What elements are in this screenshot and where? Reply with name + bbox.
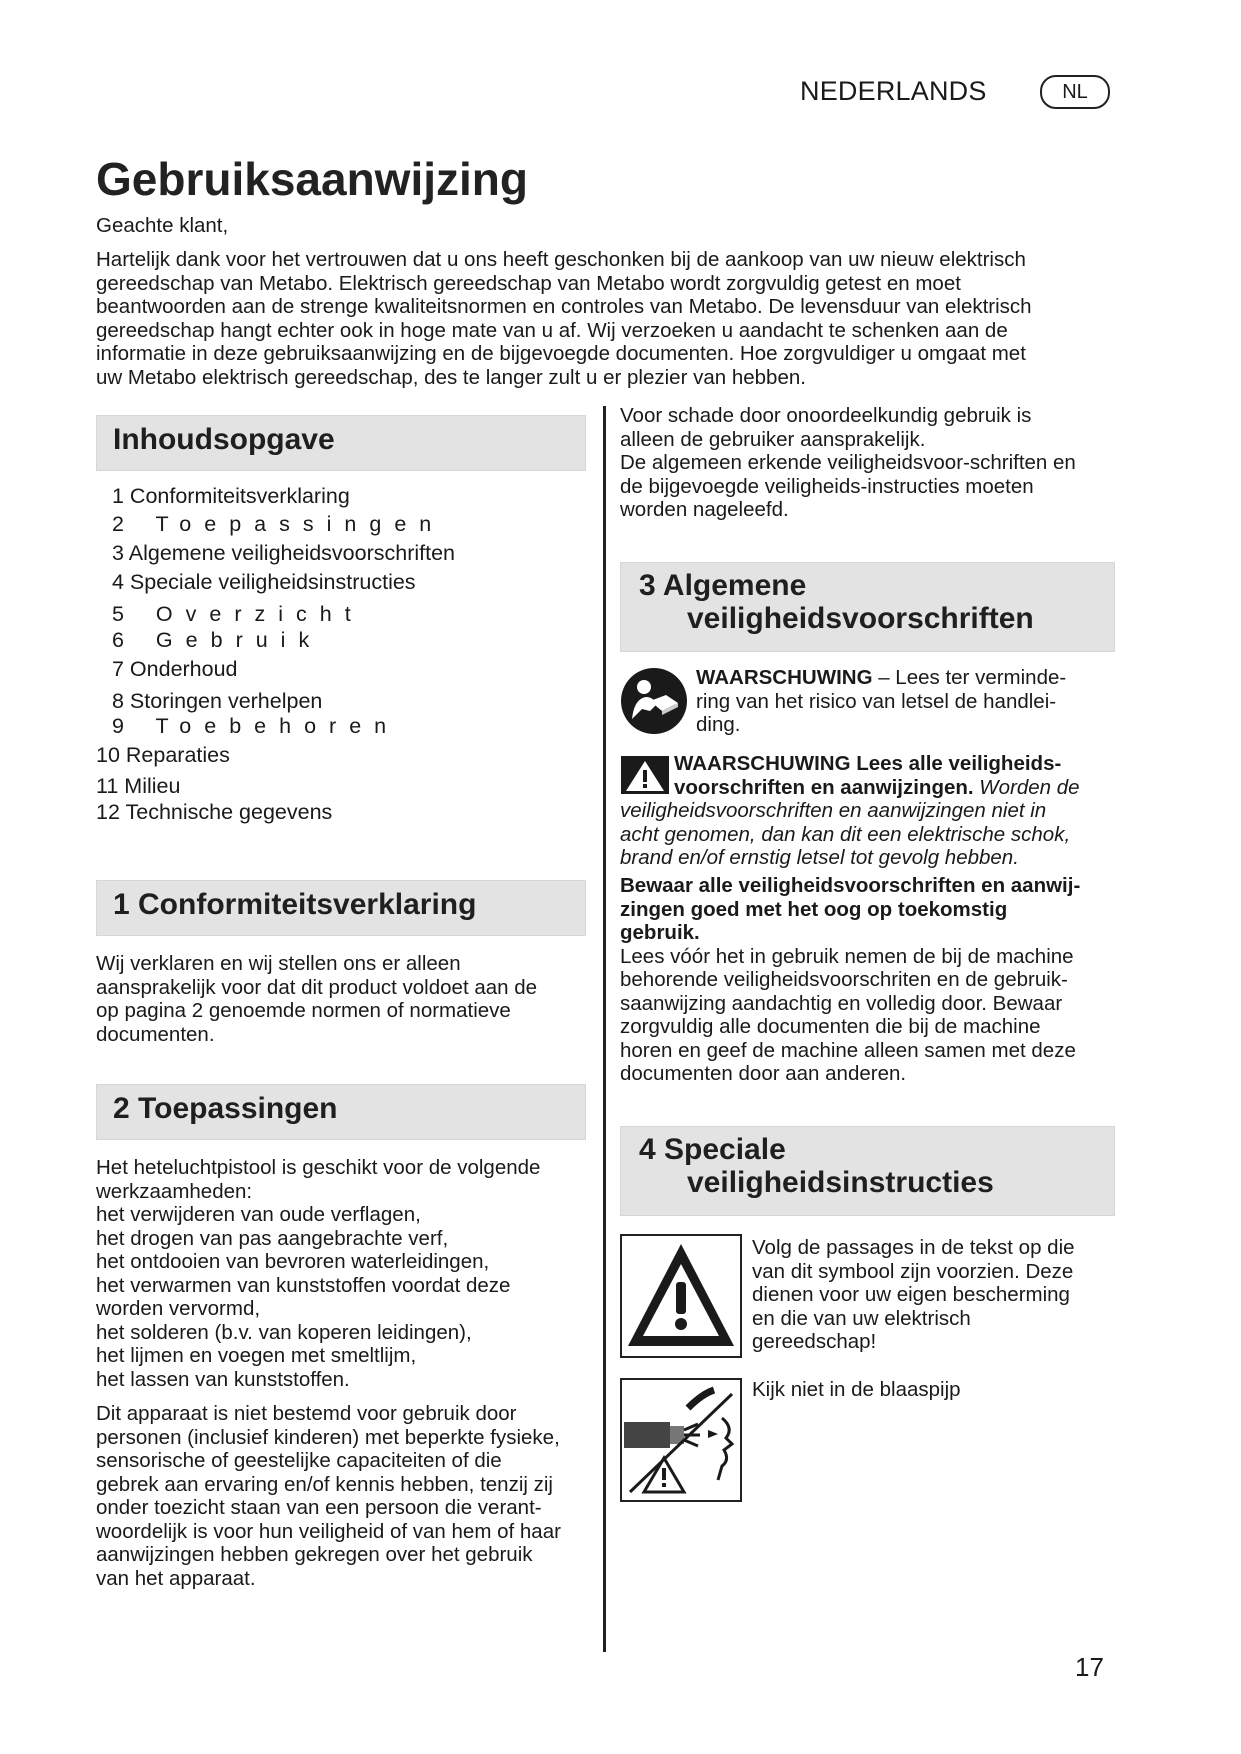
greeting: Geachte klant, (96, 214, 229, 237)
text-line: en die van uw elektrisch (752, 1306, 971, 1330)
toc-item[interactable]: 6 Gebruik (112, 628, 323, 652)
text-line: Worden de (973, 775, 1080, 799)
nozzle-note: Kijk niet in de blaaspijp (752, 1378, 961, 1401)
text-line: aanwijzingen hebben gekregen over het gebruik (96, 1543, 533, 1566)
text-line: sensorische of geestelijke capaciteiten of die (96, 1449, 502, 1472)
text-line: worden vervormd, (96, 1297, 261, 1320)
page-number: 17 (1075, 1652, 1104, 1682)
text-line: woordelijk is voor hun veiligheid of van hem of haar (96, 1519, 561, 1543)
toc-heading-box (96, 415, 586, 471)
section4-heading-line2: veiligheidsinstructies (687, 1166, 994, 1199)
text-line: saanwijzing aandachtig en volledig door. Bewaar (620, 991, 1063, 1015)
intro-line: Hartelijk dank voor het vertrouwen dat u ons heeft geschonken bij de aankoop van uw nieuw elektrisch (96, 248, 1026, 271)
text-line: veiligheidsvoorschriften en aanwijzingen niet in (620, 799, 1047, 822)
section4-heading-line1: 4 Speciale (639, 1133, 786, 1166)
section4-heading-box (620, 1126, 1115, 1216)
text-line: horen en geef de machine alleen samen met deze (620, 1038, 1076, 1062)
text-line: alleen de gebruiker aansprakelijk. (620, 427, 926, 451)
warning-read-all (620, 752, 1116, 870)
intro-line: beantwoorden aan de strenge kwaliteitsnormen en controles van Metabo. De levensduur van elektrisch (96, 295, 1032, 318)
text-line: worden nageleefd. (620, 498, 789, 521)
text-line: personen (inclusief kinderen) met beperkte fysieke, (96, 1425, 560, 1449)
text-line: acht genomen, dan kan dit een elektrische schok, (620, 822, 1071, 846)
toc-heading: Inhoudsopgave (113, 423, 335, 456)
section1-text (96, 952, 586, 1046)
text-line: het verwarmen van kunststoffen voordat deze (96, 1273, 511, 1297)
text-line: Voor schade door onoordeelkundig gebruik is (620, 404, 1032, 427)
section2-heading: 2 Toepassingen (113, 1092, 338, 1125)
toc-item[interactable]: 8 Storingen verhelpen (112, 689, 323, 713)
text-line: gebruik. (620, 921, 700, 944)
text-line: ring van het risico van letsel de handlei- (696, 689, 1057, 713)
text-line: de bijgevoegde veiligheids-instructies moeten (620, 474, 1034, 498)
section3-heading-box (620, 562, 1115, 652)
toc-item[interactable]: 3 Algemene veiligheidsvoorschriften (112, 541, 456, 565)
keep-instructions (620, 874, 1115, 1086)
text-line: van het apparaat. (96, 1566, 256, 1590)
do-not-look-into-nozzle-icon (620, 1378, 742, 1502)
text-line: WAARSCHUWING Lees alle veiligheids- (674, 752, 1062, 775)
section3-heading-line2: veiligheidsvoorschriften (687, 602, 1034, 635)
toc-item[interactable]: 9 Toebehoren (112, 714, 400, 738)
warning-read-manual (696, 666, 1116, 737)
section2-heading-box (96, 1084, 586, 1140)
text-line: Lees vóór het in gebruik nemen de bij de machine (620, 944, 1074, 968)
column-divider (603, 406, 606, 1652)
section2-text (96, 1156, 586, 1391)
page-title: Gebruiksaanwijzing (96, 153, 528, 205)
text-line: onder toezicht staan van een persoon die verant- (96, 1496, 542, 1519)
text-line: het verwijderen van oude verflagen, (96, 1203, 421, 1226)
text-line: het solderen (b.v. van koperen leidingen), (96, 1320, 472, 1344)
toc-item[interactable]: 2 Toepassingen (112, 512, 445, 536)
intro-paragraph (96, 248, 1116, 389)
intro-line: gereedschap van Metabo. Elektrisch gereedschap van Metabo wordt zorgvuldig getest en moet (96, 271, 961, 295)
text-line: Het heteluchtpistool is geschikt voor de volgende (96, 1156, 541, 1179)
text-line: zingen goed met het oog op toekomstig (620, 897, 1008, 921)
section4-heading (639, 1133, 994, 1199)
toc-item[interactable]: 4 Speciale veiligheidsinstructies (112, 570, 416, 594)
read-manual-icon (620, 667, 688, 735)
toc-item[interactable]: 1 Conformiteitsverklaring (112, 484, 350, 508)
language-badge: NL (1040, 75, 1110, 109)
caution-note (752, 1236, 1116, 1354)
section3-heading-line1: 3 Algemene (639, 569, 807, 602)
toc-item[interactable]: 11 Milieu (96, 774, 181, 798)
text-line: het ontdooien van bevroren waterleidingen, (96, 1250, 490, 1273)
text-line: – Lees ter verminde- (872, 666, 1067, 689)
toc-item[interactable]: 7 Onderhoud (112, 657, 238, 681)
text-line: De algemeen erkende veiligheidsvoor-schriften en (620, 451, 1076, 474)
text-line: gebrek aan ervaring en/of kennis hebben, tenzij zij (96, 1472, 553, 1496)
text-line: Dit apparaat is niet bestemd voor gebruik door (96, 1402, 517, 1425)
toc-item[interactable]: 5 Overzicht (112, 602, 364, 626)
toc-item[interactable]: 12 Technische gegevens (96, 800, 333, 824)
text-line: zorgvuldig alle documenten die bij de machine (620, 1015, 1041, 1038)
text-line: Volg de passages in de tekst op die (752, 1236, 1075, 1259)
intro-line: uw Metabo elektrisch gereedschap, des te langer zult u er plezier van hebben. (96, 365, 806, 389)
responsibility-text (620, 404, 1115, 522)
section1-heading: 1 Conformiteitsverklaring (113, 888, 477, 921)
text-line: documenten door aan anderen. (620, 1062, 907, 1085)
caution-symbol-icon (620, 1234, 742, 1358)
intro-line: informatie in deze gebruiksaanwijzing en de bijgevoegde documenten. Hoe zorgvuldiger u omgaat met (96, 342, 1026, 365)
text-line: werkzaamheden: (96, 1179, 253, 1203)
text-line: aansprakelijk voor dat dit product voldoet aan de (96, 975, 538, 999)
text-line: van dit symbool zijn voorzien. Deze (752, 1259, 1074, 1283)
language-label: NEDERLANDS (800, 76, 987, 106)
toc-item[interactable]: 10 Reparaties (96, 743, 230, 767)
section1-heading-box (96, 880, 586, 936)
text-line: dienen voor uw eigen bescherming (752, 1283, 1070, 1306)
text-line: het lijmen en voegen met smeltlijm, (96, 1344, 417, 1367)
text-line: voorschriften en aanwijzingen. (674, 775, 974, 799)
text-line: het drogen van pas aangebrachte verf, (96, 1226, 449, 1250)
text-line: het lassen van kunststoffen. (96, 1367, 350, 1391)
section2-text-2 (96, 1402, 586, 1590)
text-line: documenten. (96, 1022, 215, 1046)
text-line: brand en/of ernstig letsel tot gevolg hebben. (620, 846, 1019, 869)
warning-label: WAARSCHUWING (696, 666, 873, 689)
text-line: ding. (696, 713, 741, 736)
text-line: Wij verklaren en wij stellen ons er alleen (96, 952, 461, 975)
intro-line: gereedschap hangt echter ook in hoge mate van u af. Wij verzoeken u aandacht te schenken aan de (96, 318, 1008, 342)
text-line: Bewaar alle veiligheidsvoorschriften en aanwij- (620, 874, 1081, 897)
text-line: behorende veiligheidsvoorschriten en de gebruik- (620, 968, 1068, 991)
text-line: op pagina 2 genoemde normen of normatieve (96, 999, 511, 1022)
section3-heading (639, 569, 1034, 635)
text-line: gereedschap! (752, 1330, 877, 1353)
